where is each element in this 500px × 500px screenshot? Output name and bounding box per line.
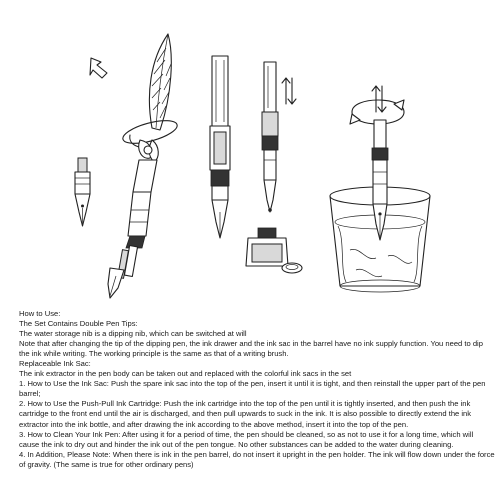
instructions-text bbox=[19, 309, 495, 470]
up-down-arrow-icon bbox=[282, 78, 296, 104]
nib-icon bbox=[75, 158, 90, 226]
paragraph: The water storage nib is a dipping nib, which can be switched at will bbox=[19, 329, 247, 339]
step-4: 4. In Addition, Please Note: When there is ink in the pen barrel, do not insert it upright in the pen holder. The ink will flow down under the force of gravity. (The same is true for other ordinary pens) bbox=[19, 449, 495, 469]
heading-replaceable-ink-sac: Replaceable Ink Sac: bbox=[19, 359, 91, 369]
pen-barrel-icon bbox=[210, 56, 230, 238]
heading-double-pen-tips: The Set Contains Double Pen Tips: bbox=[19, 319, 138, 329]
heading-how-to-use: How to Use: bbox=[19, 309, 61, 318]
step-1: 1. How to Use the Ink Sac: Push the spare ink sac into the top of the pen, insert it until it is tight, and then reinstall the upper part of the pen barrel; bbox=[19, 379, 486, 399]
converter-icon bbox=[262, 62, 278, 212]
quill-pen-icon bbox=[108, 34, 179, 298]
up-down-arrow-icon bbox=[372, 86, 386, 112]
step-2: 2. How to Use the Push-Pull Ink Cartridge: Push the ink cartridge into the top of the pen until it is tightly inserted, and then push the ink cartridge to the front end until the air is discharged, and then pull upwards to suck in the ink. It is also possible to directly extend the ink extractor into the ink bottle, and after drawing the ink according to the above method, insert it into the top of the pen. bbox=[19, 399, 472, 429]
ink-bottle-icon bbox=[246, 228, 302, 273]
step-3: 3. How to Clean Your Ink Pen: After using it for a period of time, the pen should be cleaned, so as not to use it for a long time, which will cause the ink to dry out and hinder the ink out of the pen tongue. No other substances can be added to the water during cleaning. bbox=[19, 429, 474, 449]
paragraph: Note that after changing the tip of the dipping pen, the ink drawer and the ink sac in the barrel have no ink supply function. You need to dip the ink while writing. The working principle is the same as that of a writing brush. bbox=[19, 339, 483, 359]
paragraph: The ink extractor in the pen body can be taken out and replaced with the colorful ink sacs in the set bbox=[19, 369, 352, 379]
down-arrow-icon bbox=[90, 58, 107, 78]
